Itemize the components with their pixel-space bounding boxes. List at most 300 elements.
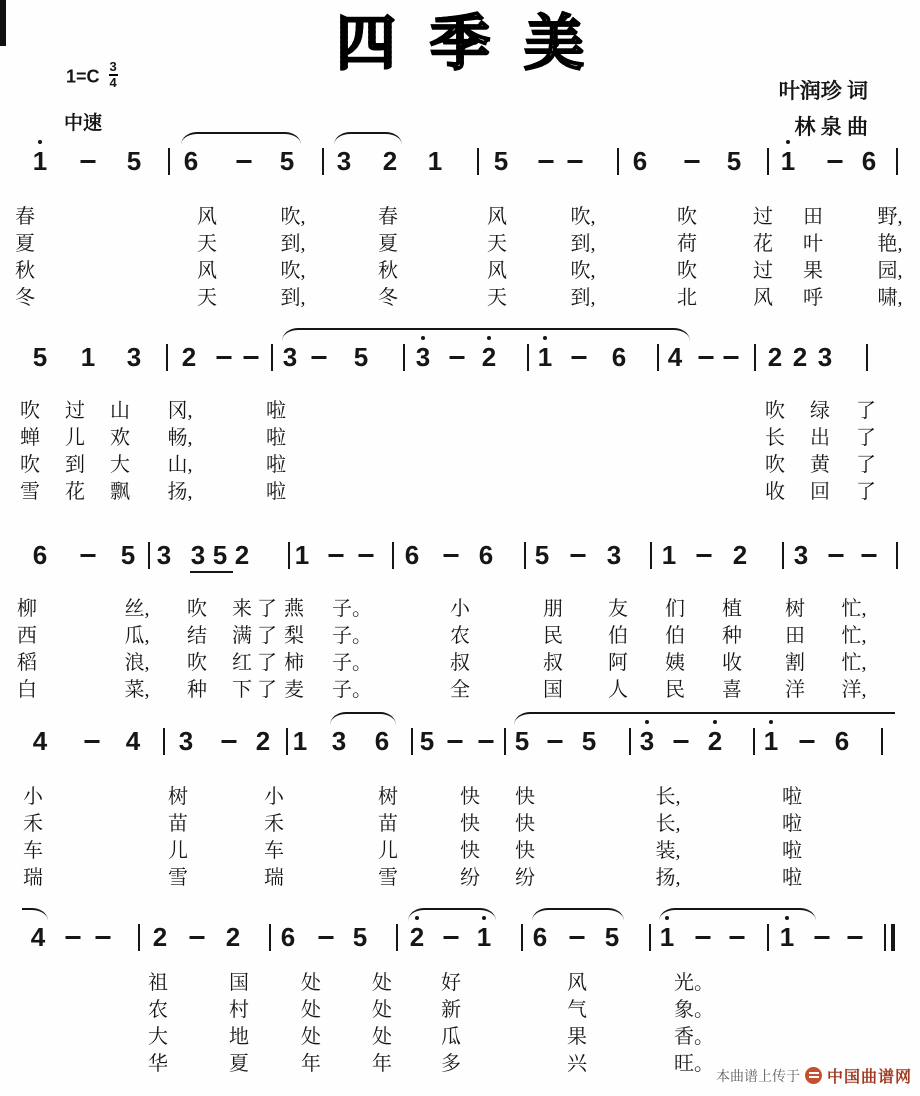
lyric-syllable: 树 [168, 786, 188, 808]
barline [286, 728, 288, 755]
duration-dash [190, 936, 205, 939]
barline [767, 924, 769, 951]
lyric-syllable: 处 [372, 999, 392, 1021]
lyric-syllable: 扬, [167, 481, 193, 503]
duration-dash [828, 160, 843, 163]
lyric-syllable: 丝, [124, 598, 150, 620]
note-digit: 6 [532, 922, 548, 952]
lyric-syllable: 友 [608, 598, 628, 620]
note-digit: 6 [183, 146, 199, 176]
lyric-syllable: 处 [301, 999, 321, 1021]
meter-denominator: 4 [109, 74, 117, 90]
lyric-syllable: 吹, [280, 206, 306, 228]
lyric-syllable: 种 [187, 679, 207, 701]
duration-dash [699, 356, 714, 359]
lyric-syllable: 秋 [15, 260, 35, 282]
lyric-syllable: 喜 [722, 679, 742, 701]
lyric-syllable: 装, [655, 840, 681, 862]
lyric-syllable: 回 [810, 481, 830, 503]
lyric-syllable: 吹 [765, 400, 785, 422]
lyric-syllable: 出 [810, 427, 830, 449]
note-digit: 5 [726, 146, 742, 176]
octave-dot [38, 140, 42, 144]
lyric-syllable: 长, [655, 813, 681, 835]
barline [168, 148, 170, 175]
barline [396, 924, 398, 951]
lyric-syllable: 阿 [608, 652, 628, 674]
barline [881, 728, 883, 755]
note-digit: 1 [659, 922, 675, 952]
slur-arc [330, 712, 396, 727]
duration-dash [685, 160, 700, 163]
lyric-syllable: 树 [378, 786, 398, 808]
note-digit: 2 [234, 540, 250, 570]
lyric-syllable: 啸, [877, 287, 903, 309]
lyric-syllable: 儿 [378, 840, 398, 862]
duration-dash [724, 356, 739, 359]
note-digit: 1 [294, 540, 310, 570]
note-digit: 4 [125, 726, 141, 756]
note-digit: 5 [493, 146, 509, 176]
note-digit: 6 [280, 922, 296, 952]
lyric-syllable: 冬 [15, 287, 35, 309]
barline [754, 344, 756, 371]
note-digit: 4 [667, 342, 683, 372]
lyric-syllable: 畅, [167, 427, 193, 449]
lyric-syllable: 花 [65, 481, 85, 503]
slur-arc [532, 908, 624, 923]
lyric-syllable: 树 [785, 598, 805, 620]
lyric-syllable: 红 [232, 652, 252, 674]
lyric-syllable: 快 [460, 840, 480, 862]
lyric-syllable: 处 [372, 1026, 392, 1048]
duration-dash [568, 160, 583, 163]
lyric-syllable: 农 [148, 999, 168, 1021]
lyric-syllable: 快 [515, 786, 535, 808]
lyric-syllable: 香。 [674, 1026, 714, 1048]
lyric-syllable: 快 [515, 813, 535, 835]
lyric-syllable: 啦 [782, 786, 802, 808]
note-digit: 6 [611, 342, 627, 372]
note-digit: 6 [374, 726, 390, 756]
song-title: 四季美 [302, 0, 618, 82]
slur-arc [282, 328, 690, 343]
lyric-syllable: 纷 [515, 867, 535, 889]
barline [392, 542, 394, 569]
note-digit: 2 [732, 540, 748, 570]
lyric-syllable: 夏 [378, 233, 398, 255]
lyric-syllable: 全 [450, 679, 470, 701]
duration-dash [696, 936, 711, 939]
lyric-syllable: 啦 [782, 840, 802, 862]
lyric-syllable: 稻 [17, 652, 37, 674]
barline [411, 728, 413, 755]
duration-dash [448, 740, 463, 743]
duration-dash [450, 356, 465, 359]
octave-dot [786, 140, 790, 144]
lyric-syllable: 白 [17, 679, 37, 701]
lyric-syllable: 好 [441, 972, 461, 994]
lyric-syllable: 瓜, [124, 625, 150, 647]
lyric-syllable: 吹 [765, 454, 785, 476]
note-digit: 5 [120, 540, 136, 570]
duration-dash [674, 740, 689, 743]
barline [617, 148, 619, 175]
lyric-syllable: 冬 [378, 287, 398, 309]
lyric-syllable: 处 [372, 972, 392, 994]
note-digit: 5 [126, 146, 142, 176]
note-digit: 3 [331, 726, 347, 756]
lyric-syllable: 处 [301, 972, 321, 994]
lyric-syllable: 子。 [332, 652, 372, 674]
key-tonic: 1=C [66, 66, 100, 87]
lyric-syllable: 柿 [284, 652, 304, 674]
note-digit: 5 [534, 540, 550, 570]
lyric-syllable: 收 [722, 652, 742, 674]
barline [866, 344, 868, 371]
duration-dash [222, 740, 237, 743]
lyric-syllable: 忙, [841, 625, 867, 647]
lyric-syllable: 西 [17, 625, 37, 647]
lyric-syllable: 了 [257, 598, 277, 620]
note-digit: 2 [382, 146, 398, 176]
note-digit: 1 [537, 342, 553, 372]
note-digit: 1 [427, 146, 443, 176]
lyric-syllable: 风 [197, 260, 217, 282]
lyric-syllable: 山 [110, 400, 130, 422]
barline [504, 728, 506, 755]
slur-arc [181, 132, 301, 147]
slur-arc [408, 908, 496, 923]
lyric-syllable: 风 [487, 206, 507, 228]
lyric-syllable: 秋 [378, 260, 398, 282]
lyric-syllable: 子。 [332, 679, 372, 701]
lyric-syllable: 柳 [17, 598, 37, 620]
lyric-syllable: 到, [570, 233, 596, 255]
barline [288, 542, 290, 569]
note-digit: 2 [481, 342, 497, 372]
note-digit: 3 [190, 540, 206, 570]
note-digit: 3 [178, 726, 194, 756]
slur-arc [22, 908, 48, 923]
lyric-syllable: 儿 [65, 427, 85, 449]
lyric-syllable: 了 [257, 652, 277, 674]
lyric-syllable: 忙, [841, 652, 867, 674]
lyric-syllable: 蝉 [20, 427, 40, 449]
lyric-syllable: 旺。 [674, 1053, 714, 1075]
lyric-syllable: 禾 [23, 813, 43, 835]
lyric-syllable: 风 [567, 972, 587, 994]
lyric-syllable: 禾 [264, 813, 284, 835]
lyric-syllable: 雪 [378, 867, 398, 889]
duration-dash [829, 554, 844, 557]
lyric-syllable: 们 [665, 598, 685, 620]
lyric-syllable: 天 [197, 233, 217, 255]
lyric-syllable: 菜, [124, 679, 150, 701]
lyric-syllable: 结 [187, 625, 207, 647]
lyric-syllable: 果 [803, 260, 823, 282]
note-digit: 2 [255, 726, 271, 756]
barline [477, 148, 479, 175]
lyric-syllable: 风 [487, 260, 507, 282]
lyric-syllable: 叔 [450, 652, 470, 674]
lyric-syllable: 冈, [167, 400, 193, 422]
note-digit: 3 [793, 540, 809, 570]
note-digit: 6 [632, 146, 648, 176]
lyric-syllable: 下 [232, 679, 252, 701]
note-digit: 2 [181, 342, 197, 372]
lyric-syllable: 野, [877, 206, 903, 228]
lyric-syllable: 小 [264, 786, 284, 808]
lyric-syllable: 啦 [266, 427, 286, 449]
lyric-syllable: 啦 [266, 454, 286, 476]
lyric-syllable: 瑞 [23, 867, 43, 889]
lyric-syllable: 兴 [567, 1053, 587, 1075]
lyric-syllable: 年 [372, 1053, 392, 1075]
lyric-syllable: 扬, [655, 867, 681, 889]
note-digit: 1 [779, 922, 795, 952]
note-digit: 5 [604, 922, 620, 952]
duration-dash [81, 554, 96, 557]
note-digit: 6 [404, 540, 420, 570]
lyric-syllable: 子。 [332, 625, 372, 647]
lyric-syllable: 忙, [841, 598, 867, 620]
barline [527, 344, 529, 371]
barline [767, 148, 769, 175]
final-barline-thick [891, 924, 895, 951]
lyric-syllable: 了 [856, 400, 876, 422]
composer-credit: 林 泉 曲 [794, 114, 868, 139]
lyric-syllable: 梨 [284, 625, 304, 647]
lyric-syllable: 收 [765, 481, 785, 503]
lyric-syllable: 车 [23, 840, 43, 862]
duration-dash [85, 740, 100, 743]
lyric-syllable: 了 [257, 679, 277, 701]
note-digit: 3 [415, 342, 431, 372]
site-logo-icon [805, 1067, 822, 1084]
lyric-syllable: 伯 [665, 625, 685, 647]
lyric-syllable: 地 [229, 1026, 249, 1048]
lyric-syllable: 过 [753, 206, 773, 228]
barline [524, 542, 526, 569]
lyric-syllable: 小 [23, 786, 43, 808]
duration-dash [237, 160, 252, 163]
barline [896, 542, 898, 569]
lyric-syllable: 朋 [543, 598, 563, 620]
note-digit: 3 [126, 342, 142, 372]
lyric-syllable: 了 [856, 481, 876, 503]
lyric-syllable: 儿 [168, 840, 188, 862]
duration-dash [815, 936, 830, 939]
lyric-syllable: 田 [785, 625, 805, 647]
lyric-syllable: 啦 [266, 481, 286, 503]
lyric-syllable: 欢 [110, 427, 130, 449]
note-digit: 3 [639, 726, 655, 756]
barline [753, 728, 755, 755]
lyric-syllable: 快 [515, 840, 535, 862]
lyric-syllable: 村 [229, 999, 249, 1021]
lyric-syllable: 荷 [677, 233, 697, 255]
lyric-syllable: 多 [441, 1053, 461, 1075]
lyric-syllable: 园, [877, 260, 903, 282]
duration-dash [848, 936, 863, 939]
lyric-syllable: 燕 [284, 598, 304, 620]
note-digit: 5 [352, 922, 368, 952]
duration-dash [800, 740, 815, 743]
barline [782, 542, 784, 569]
lyric-syllable: 啦 [782, 813, 802, 835]
lyric-syllable: 夏 [15, 233, 35, 255]
note-digit: 5 [212, 540, 228, 570]
lyric-syllable: 艳, [877, 233, 903, 255]
lyric-syllable: 割 [785, 652, 805, 674]
lyric-syllable: 祖 [148, 972, 168, 994]
lyric-syllable: 瓜 [441, 1026, 461, 1048]
note-digit: 3 [156, 540, 172, 570]
lyric-syllable: 到, [570, 287, 596, 309]
lyric-syllable: 绿 [810, 400, 830, 422]
barline [649, 924, 651, 951]
lyric-syllable: 民 [543, 625, 563, 647]
lyric-syllable: 吹, [570, 260, 596, 282]
tempo-marking: 中速 [64, 113, 103, 134]
duration-dash [81, 160, 96, 163]
barline [148, 542, 150, 569]
lyric-syllable: 来 [232, 598, 252, 620]
lyric-syllable: 人 [608, 679, 628, 701]
duration-dash [217, 356, 232, 359]
lyric-syllable: 伯 [608, 625, 628, 647]
duration-dash [444, 936, 459, 939]
lyric-syllable: 啦 [782, 867, 802, 889]
lyric-syllable: 风 [197, 206, 217, 228]
lyric-syllable: 吹 [20, 400, 40, 422]
note-digit: 2 [792, 342, 808, 372]
lyric-syllable: 吹 [20, 454, 40, 476]
lyric-syllable: 农 [450, 625, 470, 647]
duration-dash [359, 554, 374, 557]
barline [521, 924, 523, 951]
lyric-syllable: 大 [148, 1026, 168, 1048]
duration-dash [444, 554, 459, 557]
lyric-syllable: 姨 [665, 652, 685, 674]
lyric-syllable: 吹 [187, 652, 207, 674]
meter-numerator: 3 [109, 59, 117, 74]
duration-dash [570, 936, 585, 939]
lyric-syllable: 飘 [110, 481, 130, 503]
note-digit: 1 [292, 726, 308, 756]
lyric-syllable: 吹 [677, 260, 697, 282]
note-digit: 2 [225, 922, 241, 952]
lyricist-credit: 叶润珍 词 [778, 79, 868, 103]
lyric-syllable: 春 [15, 206, 35, 228]
duration-dash [96, 936, 111, 939]
barline [657, 344, 659, 371]
final-barline-thin [884, 924, 886, 951]
lyric-syllable: 民 [665, 679, 685, 701]
duration-dash [479, 740, 494, 743]
lyric-syllable: 叔 [543, 652, 563, 674]
lyric-syllable: 吹 [187, 598, 207, 620]
lyric-syllable: 长 [765, 427, 785, 449]
lyric-syllable: 吹, [570, 206, 596, 228]
barline [650, 542, 652, 569]
lyric-syllable: 雪 [20, 481, 40, 503]
lyric-syllable: 麦 [284, 679, 304, 701]
lyric-syllable: 夏 [229, 1053, 249, 1075]
duration-dash [329, 554, 344, 557]
lyric-syllable: 天 [487, 233, 507, 255]
lyric-syllable: 处 [301, 1026, 321, 1048]
note-digit: 3 [606, 540, 622, 570]
lyric-syllable: 花 [753, 233, 773, 255]
lyric-syllable: 植 [722, 598, 742, 620]
note-digit: 1 [32, 146, 48, 176]
barline [403, 344, 405, 371]
lyric-syllable: 过 [65, 400, 85, 422]
lyric-syllable: 吹 [677, 206, 697, 228]
watermark [716, 1064, 912, 1087]
barline [166, 344, 168, 371]
note-digit: 3 [817, 342, 833, 372]
note-digit: 5 [419, 726, 435, 756]
duration-dash [730, 936, 745, 939]
lyric-syllable: 洋, [841, 679, 867, 701]
barline [138, 924, 140, 951]
duration-dash [66, 936, 81, 939]
lyric-syllable: 吹, [280, 260, 306, 282]
barline [271, 344, 273, 371]
duration-dash [244, 356, 259, 359]
watermark-site-name: 中国曲谱网 [826, 1069, 912, 1086]
lyric-syllable: 国 [543, 679, 563, 701]
lyric-syllable: 了 [856, 454, 876, 476]
duration-dash [697, 554, 712, 557]
lyric-syllable: 浪, [124, 652, 150, 674]
lyric-syllable: 北 [677, 287, 697, 309]
lyric-syllable: 快 [460, 813, 480, 835]
lyric-syllable: 风 [753, 287, 773, 309]
lyric-syllable: 满 [232, 625, 252, 647]
lyric-syllable: 呼 [803, 287, 823, 309]
lyric-syllable: 大 [110, 454, 130, 476]
note-digit: 2 [767, 342, 783, 372]
lyric-syllable: 黄 [810, 454, 830, 476]
lyric-syllable: 洋 [785, 679, 805, 701]
duration-dash [862, 554, 877, 557]
note-digit: 6 [32, 540, 48, 570]
note-digit: 5 [353, 342, 369, 372]
lyric-syllable: 到 [65, 454, 85, 476]
lyric-syllable: 华 [148, 1053, 168, 1075]
note-digit: 6 [861, 146, 877, 176]
lyric-syllable: 国 [229, 972, 249, 994]
lyric-syllable: 天 [487, 287, 507, 309]
lyric-syllable: 到, [280, 287, 306, 309]
note-digit: 5 [581, 726, 597, 756]
note-digit: 5 [32, 342, 48, 372]
duration-dash [539, 160, 554, 163]
lyric-syllable: 种 [722, 625, 742, 647]
note-digit: 1 [763, 726, 779, 756]
lyric-syllable: 了 [257, 625, 277, 647]
lyric-syllable: 长, [655, 786, 681, 808]
note-digit: 2 [152, 922, 168, 952]
note-digit: 2 [409, 922, 425, 952]
lyric-syllable: 气 [567, 999, 587, 1021]
duration-dash [548, 740, 563, 743]
note-digit: 1 [476, 922, 492, 952]
